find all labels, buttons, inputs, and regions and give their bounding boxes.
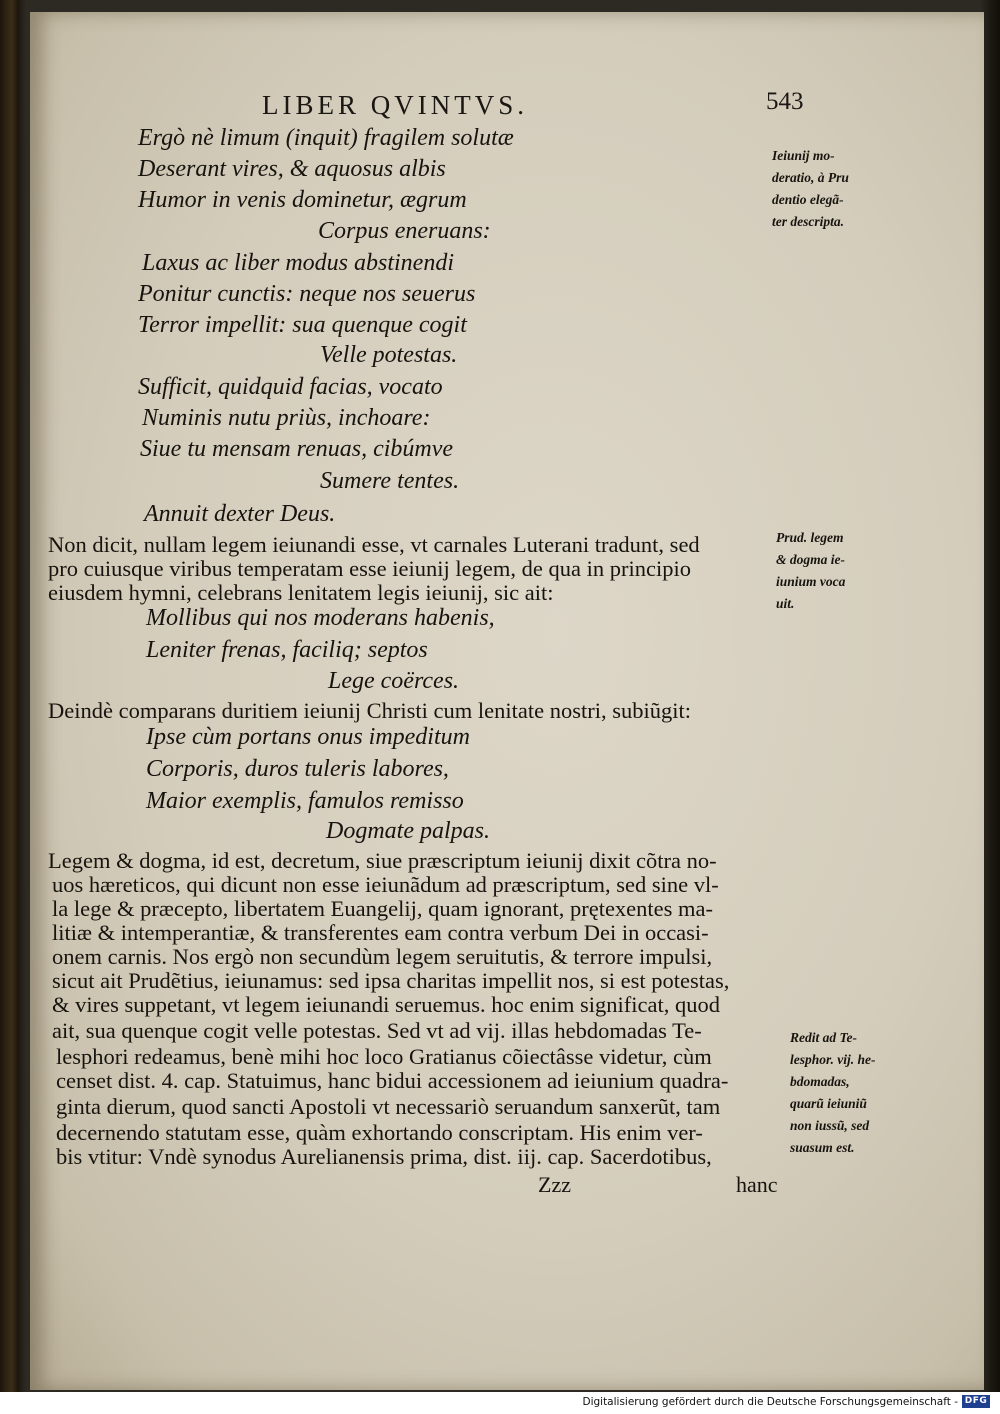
text-line: eiusdem hymni, celebrans lenitatem legis ieiunij, sic ait:: [48, 580, 554, 605]
margin-note-line: Redit ad Te-: [790, 1030, 857, 1045]
margin-note-line: bdomadas,: [790, 1074, 850, 1089]
text-line: lesphori redeamus, benè mihi hoc loco Gratianus cõiectâsse videtur, cùm: [56, 1044, 712, 1069]
text-line: sicut ait Prudẽtius, ieiunamus: sed ipsa charitas impellit nos, si est potestas,: [52, 968, 730, 993]
margin-note-line: lesphor. vij. he-: [790, 1052, 876, 1067]
text-line: & vires suppetant, vt legem ieiunandi seruemus. hoc enim significat, quod: [52, 992, 720, 1017]
running-head: LIBER QVINTVS.: [262, 90, 528, 120]
margin-note-line: Ieiunij mo-: [772, 148, 835, 163]
margin-note-line: ter descripta.: [772, 214, 844, 229]
text-line: Corporis, duros tuleris labores,: [146, 756, 449, 782]
margin-note-line: non iussũ, sed: [790, 1118, 870, 1133]
text-line: Numinis nutu priùs, inchoare:: [142, 405, 431, 431]
text-line: Ponitur cunctis: neque nos seuerus: [138, 281, 476, 307]
margin-note-line: uit.: [776, 596, 795, 611]
text-line: bis vtitur: Vndè synodus Aurelianensis prima, dist. iij. cap. Sacerdotibus,: [56, 1144, 712, 1169]
text-line: Annuit dexter Deus.: [144, 501, 336, 527]
catchword: hanc: [736, 1172, 778, 1197]
text-line: Sumere tentes.: [320, 468, 460, 494]
text-line: Ipse cùm portans onus impeditum: [146, 724, 470, 750]
text-line: ait, sua quenque cogit velle potestas. Sed vt ad vij. illas hebdomadas Te-: [52, 1018, 702, 1043]
text-line: Ergò nè limum (inquit) fragilem solutæ: [138, 125, 514, 151]
text-line: Non dicit, nullam legem ieiunandi esse, vt carnales Luterani tradunt, sed: [48, 532, 700, 557]
text-line: Siue tu mensam renuas, cibúmve: [140, 436, 454, 462]
funding-credit: Digitalisierung gefördert durch die Deutsche Forschungsgemeinschaft -: [582, 1396, 958, 1408]
margin-note-line: iunium voca: [776, 574, 846, 589]
text-line: Sufficit, quidquid facias, vocato: [138, 374, 443, 400]
page-number: 543: [766, 88, 804, 115]
text-line: Dogmate palpas.: [326, 818, 490, 844]
text-line: Laxus ac liber modus abstinendi: [142, 250, 454, 276]
text-line: decernendo statutam esse, quàm exhortando conscriptam. His enim ver-: [56, 1120, 703, 1145]
signature-mark: Zzz: [538, 1172, 571, 1197]
text-line: Terror impellit: sua quenque cogit: [138, 312, 467, 338]
text-line: Maior exemplis, famulos remisso: [146, 788, 464, 814]
dfg-logo: DFG: [962, 1395, 990, 1408]
text-line: onem carnis. Nos ergò non secundùm legem seruitutis, & terrore impulsi,: [52, 944, 713, 969]
text-line: litiæ & intemperantiæ, & transferentes eam contra verbum Dei in occasi-: [52, 920, 709, 945]
text-line: uos hæreticos, qui dicunt non esse ieiunãdum ad præscriptum, sed sine vl-: [52, 872, 719, 897]
margin-note-line: Prud. legem: [776, 530, 844, 545]
text-line: Leniter frenas, faciliq; septos: [146, 637, 428, 663]
margin-note-line: suasum est.: [790, 1140, 855, 1155]
text-line: Deserant vires, & aquosus albis: [138, 156, 446, 182]
text-line: Legem & dogma, id est, decretum, siue præscriptum ieiunij dixit cõtra no-: [48, 848, 717, 873]
text-line: ginta dierum, quod sancti Apostoli vt necessariò seruandum sanxerũt, tam: [56, 1094, 721, 1119]
text-line: Deindè comparans duritiem ieiunij Christi cum lenitate nostri, subiũgit:: [48, 698, 692, 723]
text-line: la lege & præcepto, libertatem Euangelij, quam ignorant, prętexentes ma-: [52, 896, 714, 921]
text-line: Velle potestas.: [320, 342, 458, 368]
text-line: censet dist. 4. cap. Statuimus, hanc bidui accessionem ad ieiunium quadra-: [56, 1068, 729, 1093]
margin-note-line: deratio, à Pru: [772, 170, 849, 185]
text-line: Mollibus qui nos moderans habenis,: [146, 605, 495, 631]
text-line: Humor in venis dominetur, ægrum: [138, 187, 467, 213]
text-line: pro cuiusque viribus temperatam esse ieiunij legem, de qua in principio: [48, 556, 691, 581]
text-line: Corpus eneruans:: [318, 218, 491, 244]
margin-note-line: quarũ ieiuniũ: [790, 1096, 867, 1111]
margin-note-line: & dogma ie-: [776, 552, 845, 567]
margin-note-line: dentio elegã-: [772, 192, 844, 207]
text-line: Lege coërces.: [328, 668, 460, 694]
